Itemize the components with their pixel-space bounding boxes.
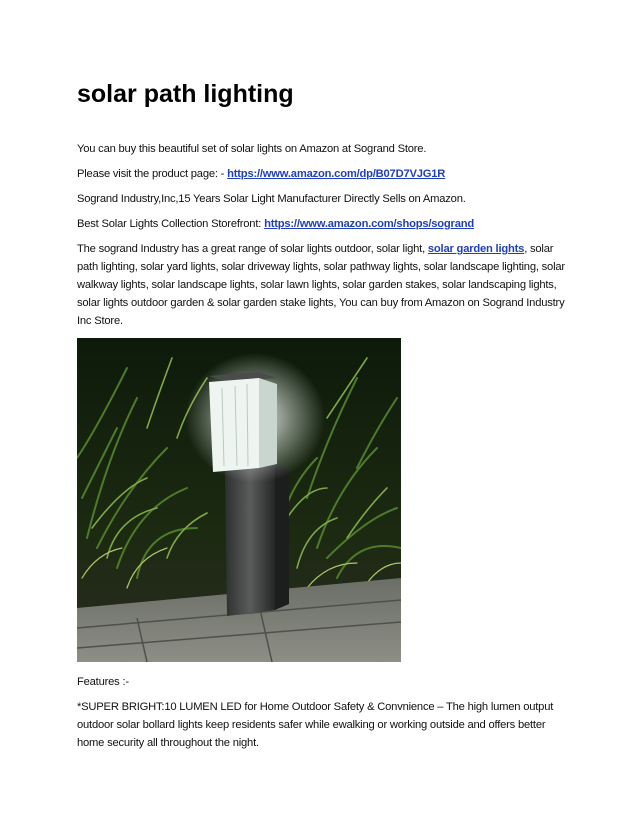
range-text-start: The sogrand Industry has a great range of solar lights outdoor, solar light,: [77, 243, 428, 255]
intro-text: You can buy this beautiful set of solar lights on Amazon at Sogrand Store.: [77, 143, 427, 155]
product-page-line: [77, 165, 569, 183]
range-paragraph: [77, 240, 569, 330]
storefront-line: [77, 215, 569, 233]
solar-bollard-light-photo: [77, 338, 401, 662]
range-text-end: , solar path lighting, solar yard lights, solar driveway lights, solar pathway lights, solar landscape lighting, solar walkway lights, solar landscape lights, solar lawn lights, solar garden stakes, solar landscaping lights, solar lights outdoor garden & solar garden stake lights, You can buy from Amazon on Sogrand Industry Inc Store.: [77, 243, 565, 327]
feature-item-1: *SUPER BRIGHT:10 LUMEN LED for Home Outdoor Safety & Convnience – The high lumen output outdoor solar bollard lights keep residents safer while ewalking or working outside and offers better home security all throughout the night.: [77, 701, 554, 749]
page-title: solar path lighting: [77, 80, 294, 108]
product-page-link[interactable]: https://www.amazon.com/dp/B07D7VJG1R: [227, 168, 446, 180]
storefront-link[interactable]: https://www.amazon.com/shops/sogrand: [264, 218, 475, 230]
features-heading: Features :-: [77, 676, 129, 688]
storefront-label: Best Solar Lights Collection Storefront:: [77, 218, 265, 230]
product-page-label: Please visit the product page: -: [77, 168, 228, 180]
company-text: Sogrand Industry,Inc,15 Years Solar Light Manufacturer Directly Sells on Amazon.: [77, 193, 466, 205]
solar-garden-lights-link[interactable]: solar garden lights: [427, 243, 525, 255]
